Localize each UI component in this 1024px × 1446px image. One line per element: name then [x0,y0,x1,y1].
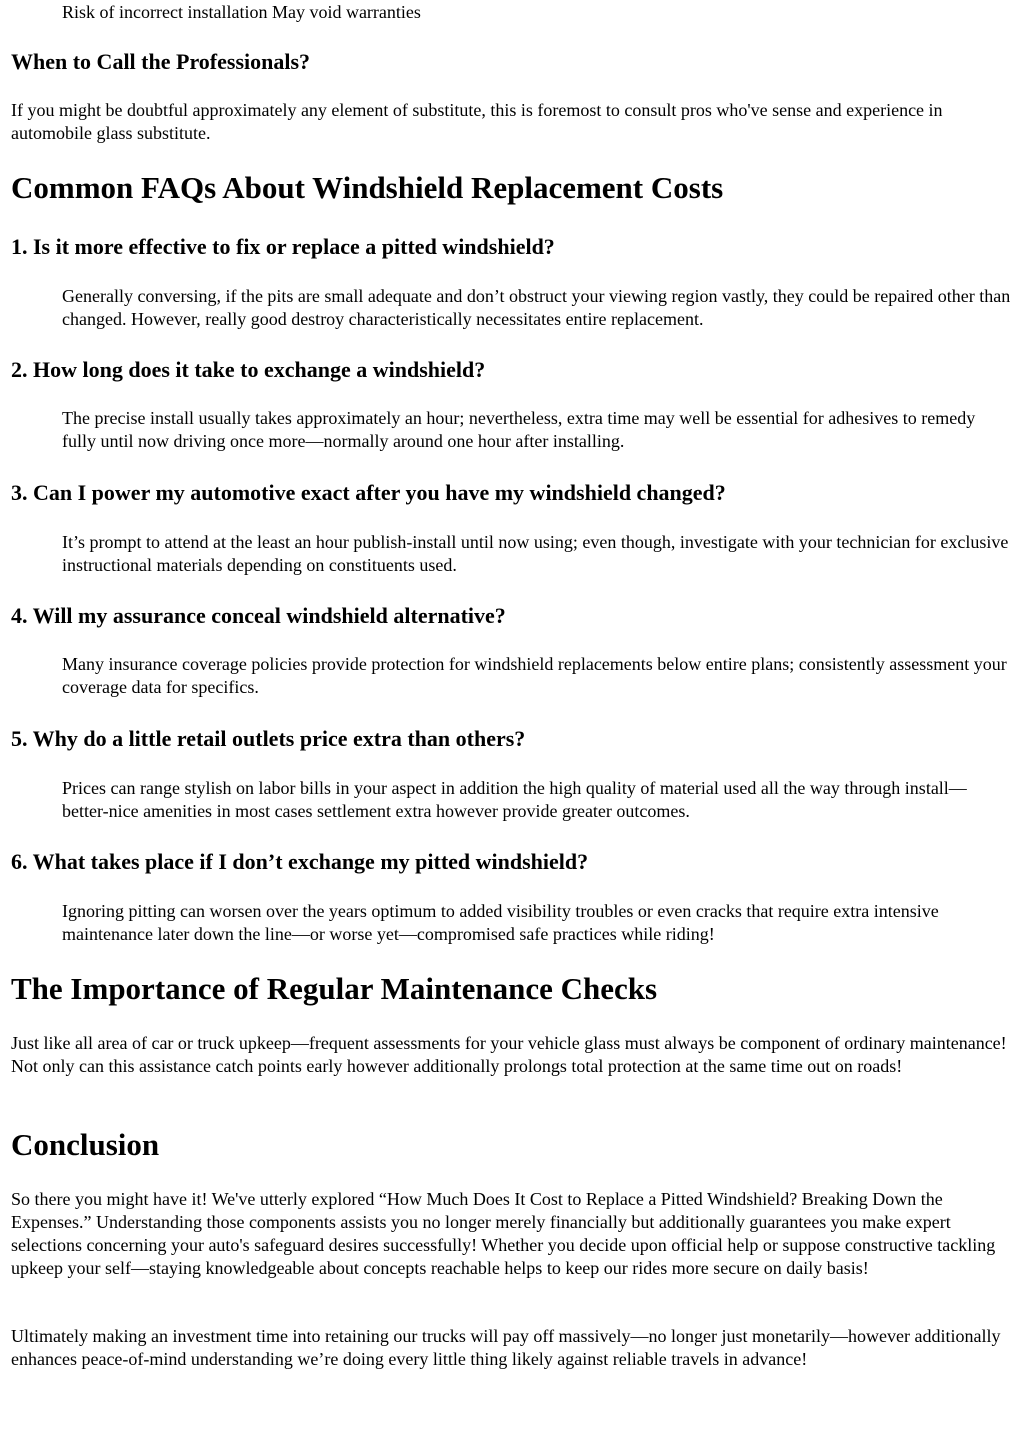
maintenance-paragraph: Just like all area of car or truck upkeep—frequent assessments for your vehicle glass must always be component of ordinary maintenance! Not only can this assistance catch points early however additionally prolongs total protection at the same time out on roads! [11,1033,1007,1076]
faq-answer-2: The precise install usually takes approximately an hour; nevertheless, extra time may well be essential for adhesives to remedy fully until now driving once more—normally around one hour after installing. [62,408,976,451]
faq-heading: Common FAQs About Windshield Replacement Costs [11,170,724,205]
faq-question-3: 3. Can I power my automotive exact after you have my windshield changed? [11,480,726,505]
faq-question-1: 1. Is it more effective to fix or replace a pitted windshield? [11,234,555,259]
professionals-heading: When to Call the Professionals? [11,49,311,74]
professionals-paragraph: If you might be doubtful approximately any element of substitute, this is foremost to consult pros who've sense and experience in automobile glass substitute. [11,100,943,143]
faq-answer-4: Many insurance coverage policies provide protection for windshield replacements below entire plans; consistently assessment your coverage data for specifics. [62,654,1007,697]
faq-question-6: 6. What takes place if I don’t exchange my pitted windshield? [11,849,589,874]
faq-question-4: 4. Will my assurance conceal windshield alternative? [11,603,506,628]
conclusion-heading: Conclusion [11,1127,160,1162]
faq-answer-6: Ignoring pitting can worsen over the years optimum to added visibility troubles or even cracks that require extra intensive maintenance later down the line—or worse yet—compromised safe practices while riding! [62,901,939,944]
conclusion-paragraph-1: So there you might have it! We've utterly explored “How Much Does It Cost to Replace a Pitted Windshield? Breaking Down the Expenses.” Understanding those components assists you no longer merely financially but additionally guarantees you make expert selections concerning your auto's safeguard desires successfully! Whether you decide upon official help or suppose constructive tackling upkeep your self—staying knowledgeable about concepts reachable helps to keep our rides more secure on daily basis! [11,1189,996,1278]
maintenance-heading: The Importance of Regular Maintenance Checks [11,971,658,1006]
faq-answer-3: It’s prompt to attend at the least an hour publish-install until now using; even though, investigate with your technician for exclusive instructional materials depending on constituents used. [62,532,1009,575]
faq-answer-1: Generally conversing, if the pits are small adequate and don’t obstruct your viewing region vastly, they could be repaired other than changed. However, really good destroy characteristically necessitates entire replacement. [62,286,1011,329]
faq-question-2: 2. How long does it take to exchange a windshield? [11,357,486,382]
list-item-warranty-risk: Risk of incorrect installation May void warranties [62,2,421,22]
conclusion-paragraph-2: Ultimately making an investment time into retaining our trucks will pay off massively—no longer just monetarily—however additionally enhances peace-of-mind understanding we’re doing every little thing likely against reliable travels in advance! [11,1326,1001,1369]
faq-question-5: 5. Why do a little retail outlets price extra than others? [11,726,526,751]
faq-answer-5: Prices can range stylish on labor bills in your aspect in addition the high quality of material used all the way through install—better-nice amenities in most cases settlement extra however provide greater outcomes. [62,778,967,821]
